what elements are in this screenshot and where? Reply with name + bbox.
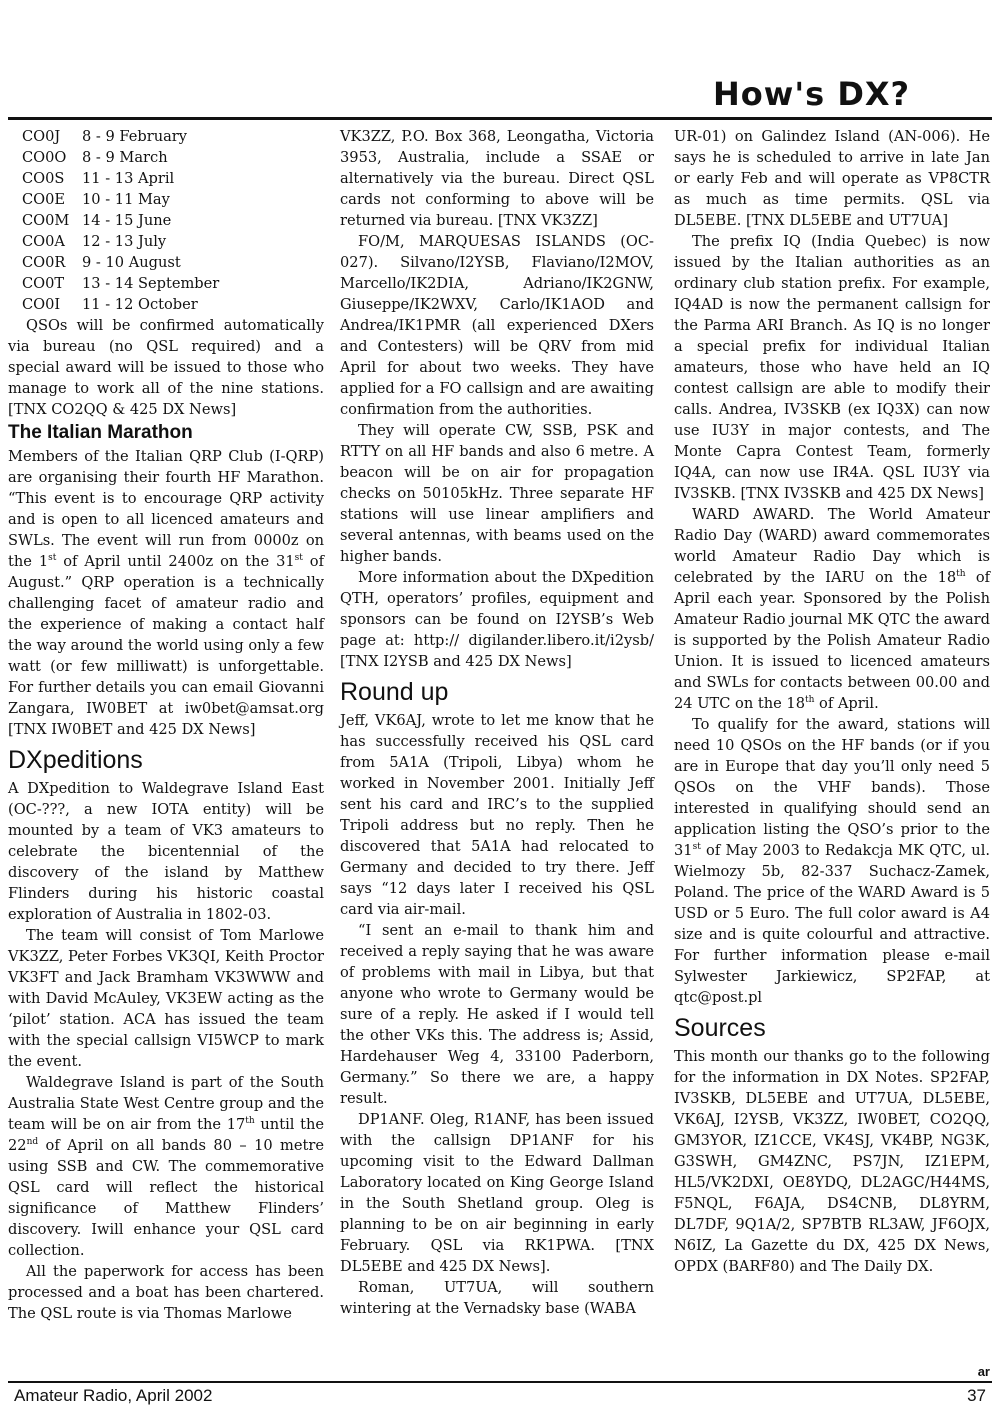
paragraph-team: The team will consist of Tom Marlowe VK3ZZ, Peter Forbes VK3QI, Keith Proctor VK3FT and Jack Bramham VK3WWW and with David McAuley, VK3EW acting as the ‘pilot’ station. ACA has issued the team with the special callsign VI5WCP to mark the event. (8, 927, 324, 1070)
footer-rule (8, 1381, 992, 1383)
schedule-row (22, 231, 219, 252)
heading-round-up: Round up (340, 678, 449, 706)
schedule-call: CO0T (22, 275, 65, 292)
schedule-row (22, 294, 219, 315)
paragraph-paperwork: All the paperwork for access has been processed and a boat has been chartered. The QSL route is via Thomas Marlowe (8, 1263, 324, 1322)
paragraph-sources: This month our thanks go to the following for the information in DX Notes. SP2FAP, IV3SKB, DL5EBE and UT7UA, DL5EBE, VK6AJ, I2YSB, VK3ZZ, IW0BET, CO2QQ, GM3YOR, IZ1CCE, VK4SJ, VK4BP, NG3K, G3SWH, GM4ZNC, PS7JN, IZ1EPM, HL5/VK2DXI, OE8YDQ, DL2AGC/H44MS, F5NQL, F6AJA, DS4CNB, DL8YRM, DL7DF, 9Q1A/2, SP7BTB RL3AW, JF6OJX, N6IZ, La Gazette du DX, 425 DX News, OPDX (BARF80) and The Daily DX. (674, 1048, 990, 1275)
schedule-call: CO0S (22, 170, 65, 187)
column-3 (674, 126, 990, 1277)
paragraph-marathon: Members of the Italian QRP Club (I-QRP) are organising their fourth HF Marathon. “This event is to encourage QRP activity and is open to all licenced amateurs and SWLs. The event will run from 0000z on the 1st of April until 2400z on the 31st of August.” QRP operation is a technically challenging facet of amateur radio and the experience of making a contact half the way around the world using only a few watt (or few milliwatt) is unforgettable. For further details you can email Giovanni Zangara, IW0BET at iw0bet@amsat.org [TNX IW0BET and 425 DX News] (8, 448, 324, 738)
publication-name: Amateur Radio, April 2002 (14, 1386, 213, 1405)
paragraph-qsl-confirmation: QSOs will be confirmed automatically via bureau (no QSL required) and a special award will be issued to those who manage to work all of the nine stations. [TNX CO2QQ & 425 DX News] (8, 317, 324, 418)
schedule-row (22, 252, 219, 273)
paragraph-roman: Roman, UT7UA, will southern wintering at the Vernadsky base (WABA (340, 1279, 654, 1317)
article-end-mark: ar (977, 1364, 990, 1379)
paragraph-qualify: To qualify for the award, stations will need 10 QSOs on the HF bands (or if you are in Europe that day you’ll only need 5 QSOs on the VHF bands). Those interested in qualifying should send an application listing the QSO’s prior to the 31st of May 2003 to Redakcja MK QTC, ul. Wielmozy 5b, 82-337 Suchacz-Zamek, Poland. The price of the WARD Award is 5 USD or 5 Euro. The full color award is A4 size and is quite colourful and attractive. For further information please e-mail Sylwester Jarkiewicz, SP2FAP, at qtc@post.pl (674, 716, 990, 1006)
paragraph-marquesas: FO/M, MARQUESAS ISLANDS (OC-027). Silvano/I2YSB, Flaviano/I2MOV, Marcello/IK2DIA, Adriano/IK2GNW, Giuseppe/IK2WXV, Carlo/IK1AOD and Andrea/IK1PMR (all experienced DXers and Contesters) will be QRV from mid April for about two weeks. They have applied for a FO callsign and are awaiting confirmation from the authorities. (340, 233, 654, 418)
schedule-call: CO0O (22, 149, 67, 166)
schedule-call: CO0R (22, 254, 66, 271)
schedule-dates: 8 - 9 March (82, 149, 168, 166)
paragraph-operate: They will operate CW, SSB, PSK and RTTY on all HF bands and also 6 metre. A beacon will be on air for propagation checks on 50105kHz. Three separate HF stations will use linear amplifiers and several antennas, with beams used on the higher bands. (340, 422, 654, 565)
paragraph-galindez: UR-01) on Galindez Island (AN-006). He says he is scheduled to arrive in late Jan or early Feb and will operate as VP8CTR as much as time permits. QSL via DL5EBE. [TNX DL5EBE and UT7UA] (674, 128, 990, 229)
column-1 (8, 126, 324, 1324)
heading-italian-marathon: The Italian Marathon (8, 422, 193, 443)
schedule-dates: 9 - 10 August (82, 254, 181, 271)
schedule-call: CO0A (22, 233, 65, 250)
station-schedule-table (22, 126, 219, 315)
schedule-dates: 13 - 14 September (82, 275, 220, 292)
schedule-dates: 11 - 13 April (82, 170, 175, 187)
schedule-dates: 10 - 11 May (82, 191, 170, 208)
page-number: 37 (967, 1386, 986, 1405)
paragraph-ward-award: WARD AWARD. The World Amateur Radio Day (WARD) award commemorates world Amateur Radio Day which is celebrated by the IARU on the 18th of April each year. Sponsored by the Polish Amateur Radio journal MK QTC the award is supported by the Polish Amateur Radio Union. It is issued to licenced amateurs and SWLs for contacts between 00.00 and 24 UTC on the 18th of April. (674, 506, 991, 712)
paragraph-email: “I sent an e-mail to thank him and received a reply saying that he was aware of problems with mail in Libya, but that anyone who wrote to Germany would be sure of a reply. He asked if I would tell the other VKs this. The address is; Assid, Hardehauser Weg 4, 33100 Paderborn, Germany.” So there we are, a happy result. (340, 922, 654, 1107)
schedule-row (22, 189, 219, 210)
heading-sources: Sources (674, 1014, 766, 1042)
schedule-call: CO0E (22, 191, 66, 208)
schedule-row (22, 210, 219, 231)
paragraph-jeff: Jeff, VK6AJ, wrote to let me know that he has successfully received his QSL card from 5A1A (Tripoli, Libya) whom he worked in November 2001. Initially Jeff sent his card and IRC’s to the supplied Tripoli address but no reply. Then he discovered that 5A1A had relocated to Germany and decided to try there. Jeff says “12 days later I received his QSL card via air-mail. (340, 712, 654, 918)
paragraph-qsl-address: VK3ZZ, P.O. Box 368, Leongatha, Victoria 3953, Australia, include a SSAE or alternatively via the bureau. Direct QSL cards not conforming to above will be returned via bureau. [TNX VK3ZZ] (340, 128, 654, 229)
schedule-dates: 12 - 13 July (82, 233, 167, 250)
schedule-row (22, 273, 219, 294)
header-rule (8, 117, 992, 120)
section-banner: How's DX? (713, 75, 911, 113)
schedule-dates: 11 - 12 October (82, 296, 198, 313)
paragraph-dp1anf: DP1ANF. Oleg, R1ANF, has been issued with the callsign DP1ANF for his upcoming visit to the Edward Dallman Laboratory located on King George Island in the South Shetland group. Oleg is planning to be on air beginning in early February. QSL via RK1PWA. [TNX DL5EBE and 425 DX News]. (340, 1111, 654, 1275)
paragraph-waldegrave: A DXpedition to Waldegrave Island East (OC-???, a new IOTA entity) will be mounted by a team of VK3 amateurs to celebrate the bicentennial of the discovery of the island by Matthew Flinders during his historic coastal exploration of Australia in 1802-03. (8, 780, 324, 923)
paragraph-island: Waldegrave Island is part of the South Australia State West Centre group and the team will be on air from the 17th until the 22nd of April on all bands 80 – 10 metre using SSB and CW. The commemorative QSL card will reflect the historical significance of Matthew Flinders’ discovery. Iwill enhance your QSL card collection. (8, 1074, 324, 1259)
column-2 (340, 126, 654, 1319)
schedule-call: CO0J (22, 128, 61, 145)
schedule-row (22, 126, 219, 147)
schedule-dates: 8 - 9 February (82, 128, 188, 145)
schedule-row (22, 147, 219, 168)
paragraph-more-info: More information about the DXpedition QTH, operators’ profiles, equipment and sponsors can be found on I2YSB’s Web page at: http:// digilander.libero.it/i2ysb/ [TNX I2YSB and 425 DX News] (340, 569, 654, 670)
schedule-dates: 14 - 15 June (82, 212, 172, 229)
paragraph-iq-prefix: The prefix IQ (India Quebec) is now issued by the Italian authorities as an ordinary club station prefix. For example, IQ4AD is now the permanent callsign for the Parma ARI Branch. As IQ is no longer a special prefix for individual Italian amateurs, those who have held an IQ contest callsign are able to modify their calls. Andrea, IV3SKB (ex IQ3X) can now use IU3Y in major contests, and The Monte Capra Contest Team, formerly IQ4A, can now use IR4A. QSL IU3Y via IV3SKB. [TNX IV3SKB and 425 DX News] (674, 233, 990, 502)
schedule-call: CO0M (22, 212, 70, 229)
schedule-row (22, 168, 219, 189)
heading-dxpeditions: DXpeditions (8, 746, 143, 774)
schedule-call: CO0I (22, 296, 61, 313)
